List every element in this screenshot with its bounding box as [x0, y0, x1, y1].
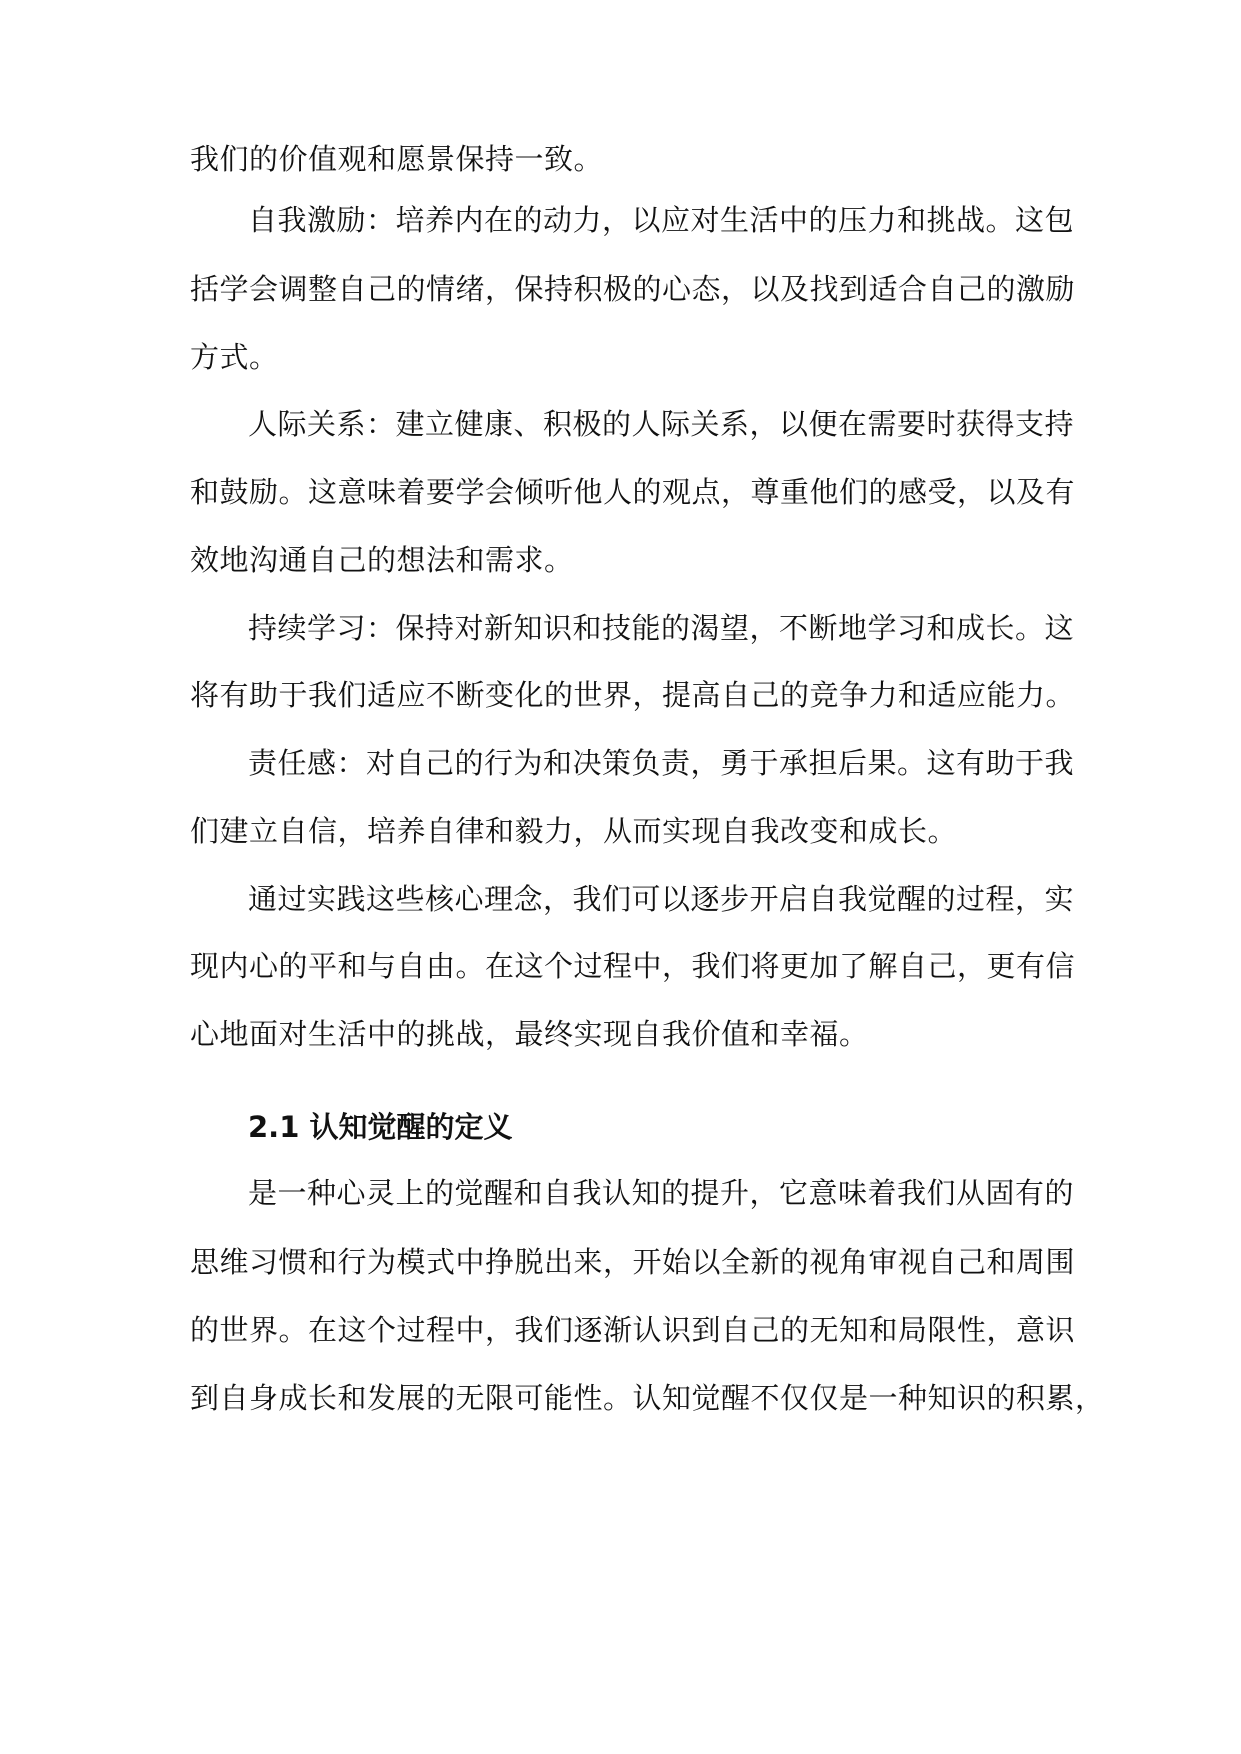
paragraph-7-line-2: 思维习惯和行为模式中挣脱出来，开始以全新的视角审视自己和周围 — [190, 1245, 1076, 1279]
paragraph-3-line-2: 和鼓励。这意味着要学会倾听他人的观点，尊重他们的感受，以及有 — [190, 475, 1076, 509]
paragraph-7-line-3: 的世界。在这个过程中，我们逐渐认识到自己的无知和局限性，意识 — [190, 1313, 1076, 1347]
paragraph-5-line-2: 们建立自信，培养自律和毅力，从而实现自我改变和成长。 — [190, 814, 958, 848]
paragraph-1-line-1: 我们的价值观和愿景保持一致。 — [190, 142, 604, 176]
paragraph-6-line-3: 心地面对生活中的挑战，最终实现自我价值和幸福。 — [190, 1017, 869, 1051]
paragraph-6-line-1: 通过实践这些核心理念，我们可以逐步开启自我觉醒的过程，实 — [248, 882, 1075, 916]
paragraph-2-line-2: 括学会调整自己的情绪，保持积极的心态，以及找到适合自己的激励 — [190, 272, 1076, 306]
section-heading: 2.1 认知觉醒的定义 — [248, 1110, 513, 1144]
paragraph-4-line-2: 将有助于我们适应不断变化的世界，提高自己的竞争力和适应能力。 — [190, 678, 1076, 712]
paragraph-5-line-1: 责任感：对自己的行为和决策负责，勇于承担后果。这有助于我 — [248, 746, 1075, 780]
paragraph-7-line-1: 是一种心灵上的觉醒和自我认知的提升，它意味着我们从固有的 — [248, 1176, 1075, 1210]
paragraph-6-line-2: 现内心的平和与自由。在这个过程中，我们将更加了解自己，更有信 — [190, 949, 1076, 983]
paragraph-3-line-1: 人际关系：建立健康、积极的人际关系，以便在需要时获得支持 — [248, 407, 1075, 441]
paragraph-2-line-3: 方式。 — [190, 340, 279, 374]
paragraph-3-line-3: 效地沟通自己的想法和需求。 — [190, 543, 574, 577]
paragraph-7-line-4: 到自身成长和发展的无限可能性。认知觉醒不仅仅是一种知识的积累， — [190, 1381, 1105, 1415]
paragraph-4-line-1: 持续学习：保持对新知识和技能的渴望，不断地学习和成长。这 — [248, 611, 1075, 645]
paragraph-2-line-1: 自我激励：培养内在的动力，以应对生活中的压力和挑战。这包 — [248, 203, 1075, 237]
